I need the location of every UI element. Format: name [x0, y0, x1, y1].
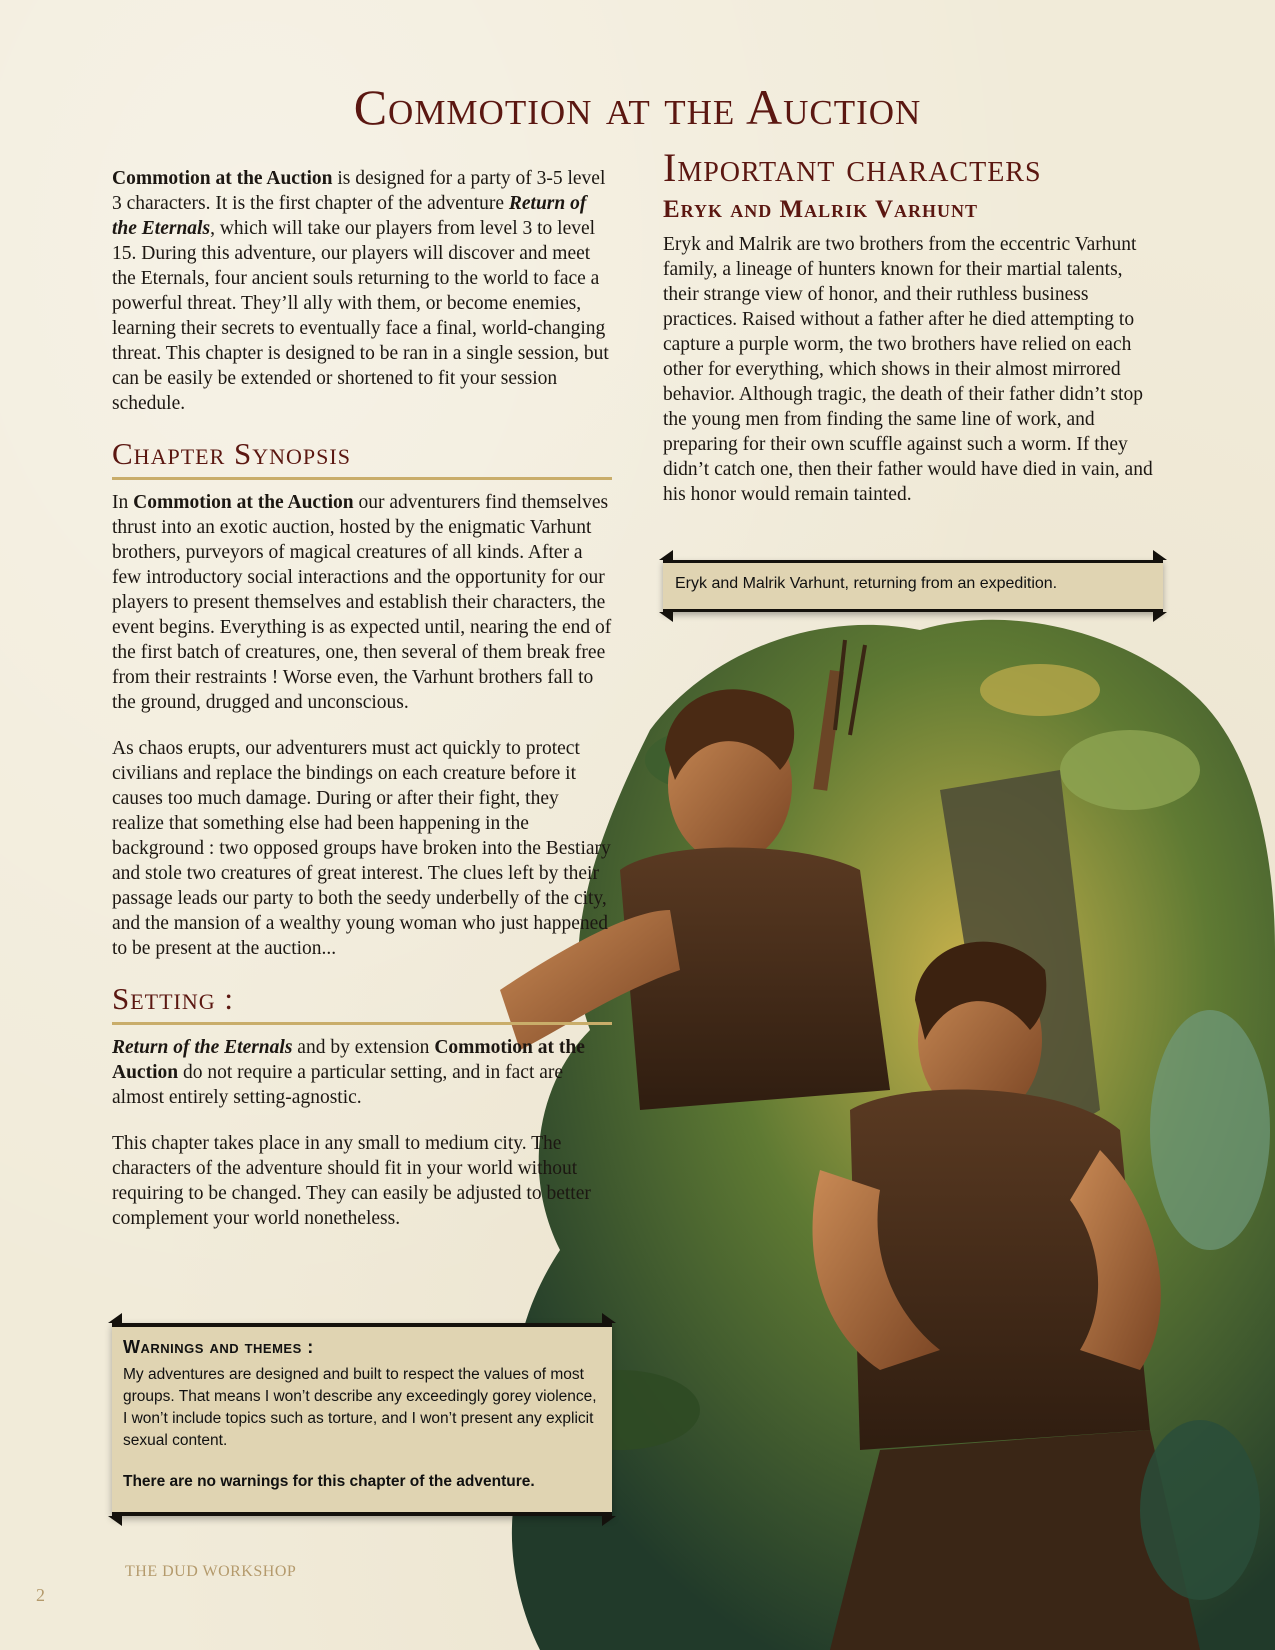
box-corner	[108, 1516, 122, 1526]
characters-heading: Important characters	[663, 145, 1042, 190]
intro-bold-title: Commotion at the Auction	[112, 168, 333, 189]
illustration-caption: Eryk and Malrik Varhunt, returning from an expedition.	[675, 575, 1058, 592]
warnings-title: Warnings and themes :	[123, 1337, 314, 1357]
page-title: Commotion at the Auction	[353, 79, 922, 135]
varhunt-brothers-illustration	[500, 610, 1275, 1650]
setting-paragraph-1: Return of the Eternals and by extension Commotion at the Auction do not require a particular setting, and in fact are almost entirely setting-agnostic.	[112, 1037, 585, 1108]
illustration-caption-box	[663, 560, 1163, 612]
characters-paragraph: Eryk and Malrik are two brothers from the eccentric Varhunt family, a lineage of hunters known for their martial talents, their strange view of honor, and their ruthless business practices. Raised without a father after he died attempting to capture a purple worm, the two brothers have relied on each other for everything, which shows in their almost mirrored behavior. Although tragic, the death of their father didn’t stop the young men from finding the same line of work, and preparing for their own scuffle against such a worm. If they didn’t catch one, then their father would have died in vain, and his honor would remain tainted.	[663, 234, 1153, 505]
left-column	[112, 166, 612, 1252]
setting-paragraph-2: This chapter takes place in any small to medium city. The characters of the adventure should fit in your world without requiring to be changed. They can easily be adjusted to better complement your world nonetheless.	[112, 1133, 591, 1229]
synopsis-paragraph-1: In Commotion at the Auction our adventurers find themselves thrust into an exotic auction, hosted by the enigmatic Varhunt brothers, purveyors of magical creatures of all kinds. After a few introductory social interactions and the opportunity for our players to present themselves and establish their characters, the event begins. Everything is as expected until, nearing the end of the first batch of creatures, one, then several of them break free from their restraints ! Worse even, the Varhunt brothers fall to the ground, drugged and unconscious.	[112, 492, 612, 713]
intro-paragraph: Commotion at the Auction is designed for a party of 3-5 level 3 characters. It is the first chapter of the adventure Return of the Eternals, which will take our players from level 3 to level 15. During this adventure, our players will discover and meet the Eternals, four ancient souls returning to the world to face a powerful threat. They’ll ally with them, or become enemies, learning their secrets to eventually face a final, world-changing threat. This chapter is designed to be ran in a single session, but can be easily be extended or shortened to fit your session schedule.	[112, 168, 609, 414]
box-corner	[1153, 612, 1167, 622]
warnings-footer: There are no warnings for this chapter of the adventure.	[123, 1473, 535, 1490]
warnings-body: My adventures are designed and built to respect the values of most groups. That means I won’t describe any exceedingly gorey violence, I won’t include topics such as torture, and I won’t present any explicit sexual content.	[123, 1366, 597, 1449]
box-corner	[602, 1516, 616, 1526]
characters-subheading: Eryk and Malrik Varhunt	[663, 196, 978, 223]
intro-italic-title: Return of the Eternals	[112, 193, 587, 239]
right-column	[663, 146, 1163, 528]
box-corner	[602, 1313, 616, 1323]
setting-heading: Setting :	[112, 982, 612, 1025]
synopsis-paragraph-2: As chaos erupts, our adventurers must act quickly to protect civilians and replace the bindings on each creature before it causes too much damage. During or after their fight, they realize that something else had been happening in the background : two opposed groups have broken into the Bestiary and stole two creatures of great interest. The clues left by their passage leads our party to both the seedy underbelly of the city, and the mansion of a wealthy young woman who just happened to be present at the auction...	[112, 738, 611, 959]
page-number: 2	[36, 1585, 45, 1605]
synopsis-heading: Chapter Synopsis	[112, 437, 612, 480]
box-corner	[659, 612, 673, 622]
box-corner	[1153, 550, 1167, 560]
warnings-box	[112, 1323, 612, 1516]
footer-brand: THE DUD WORKSHOP	[125, 1563, 297, 1580]
box-corner	[659, 550, 673, 560]
box-corner	[108, 1313, 122, 1323]
